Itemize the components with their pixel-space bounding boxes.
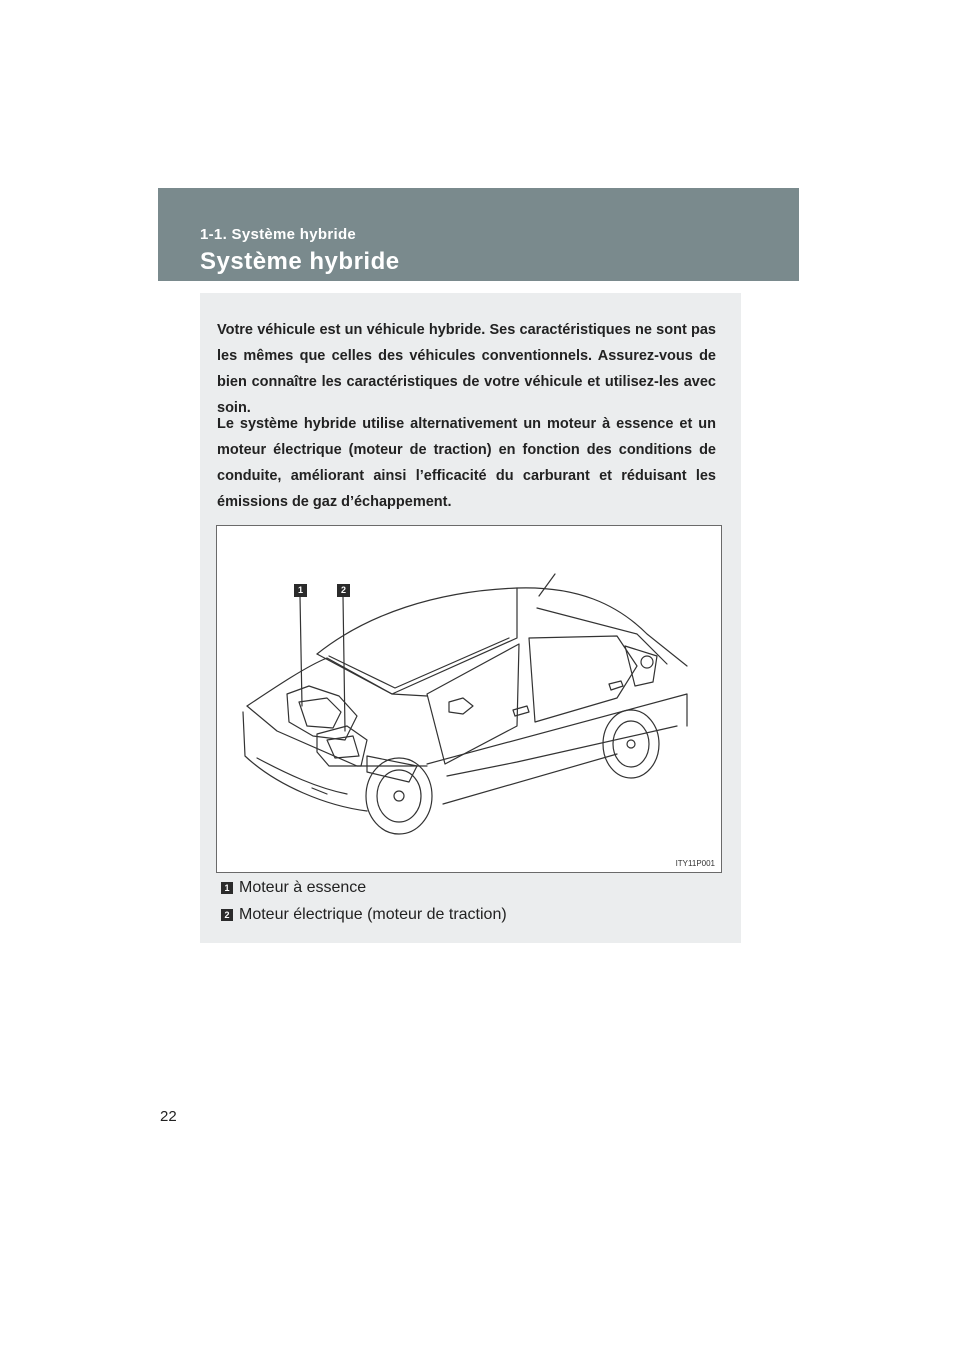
- car-illustration: [216, 525, 722, 873]
- page-number: 22: [160, 1108, 177, 1125]
- legend-label-1: Moteur à essence: [239, 879, 367, 896]
- figure-code: ITY11P001: [675, 859, 715, 868]
- section-label: 1-1. Système hybride: [200, 226, 357, 243]
- chapter-header: [158, 188, 799, 281]
- intro-paragraph-2: Le système hybride utilise alternativement un moteur à essence et un moteur électrique (moteur de traction) en fonction des conditions de conduite, améliorant ainsi l’efficacité du carburant et réduisant les émissions de gaz d’échappement.: [217, 416, 716, 510]
- page-title: Système hybride: [200, 248, 400, 275]
- legend-badge-2: 2: [221, 909, 233, 921]
- callout-2-badge: 2: [337, 584, 350, 597]
- car-line-drawing: [217, 526, 723, 874]
- legend-item-electric-motor: [221, 906, 507, 924]
- callout-1-badge: 1: [294, 584, 307, 597]
- intro-paragraph-1: Votre véhicule est un véhicule hybride. Ses caractéristiques ne sont pas les mêmes que celles des véhicules conventionnels. Assurez-vous de bien connaître les caractéristiques de votre véhicule et utilisez-les avec soin.: [217, 322, 716, 416]
- legend-badge-1: 1: [221, 882, 233, 894]
- legend-label-2: Moteur électrique (moteur de traction): [239, 906, 507, 923]
- legend-item-gasoline-engine: [221, 879, 366, 897]
